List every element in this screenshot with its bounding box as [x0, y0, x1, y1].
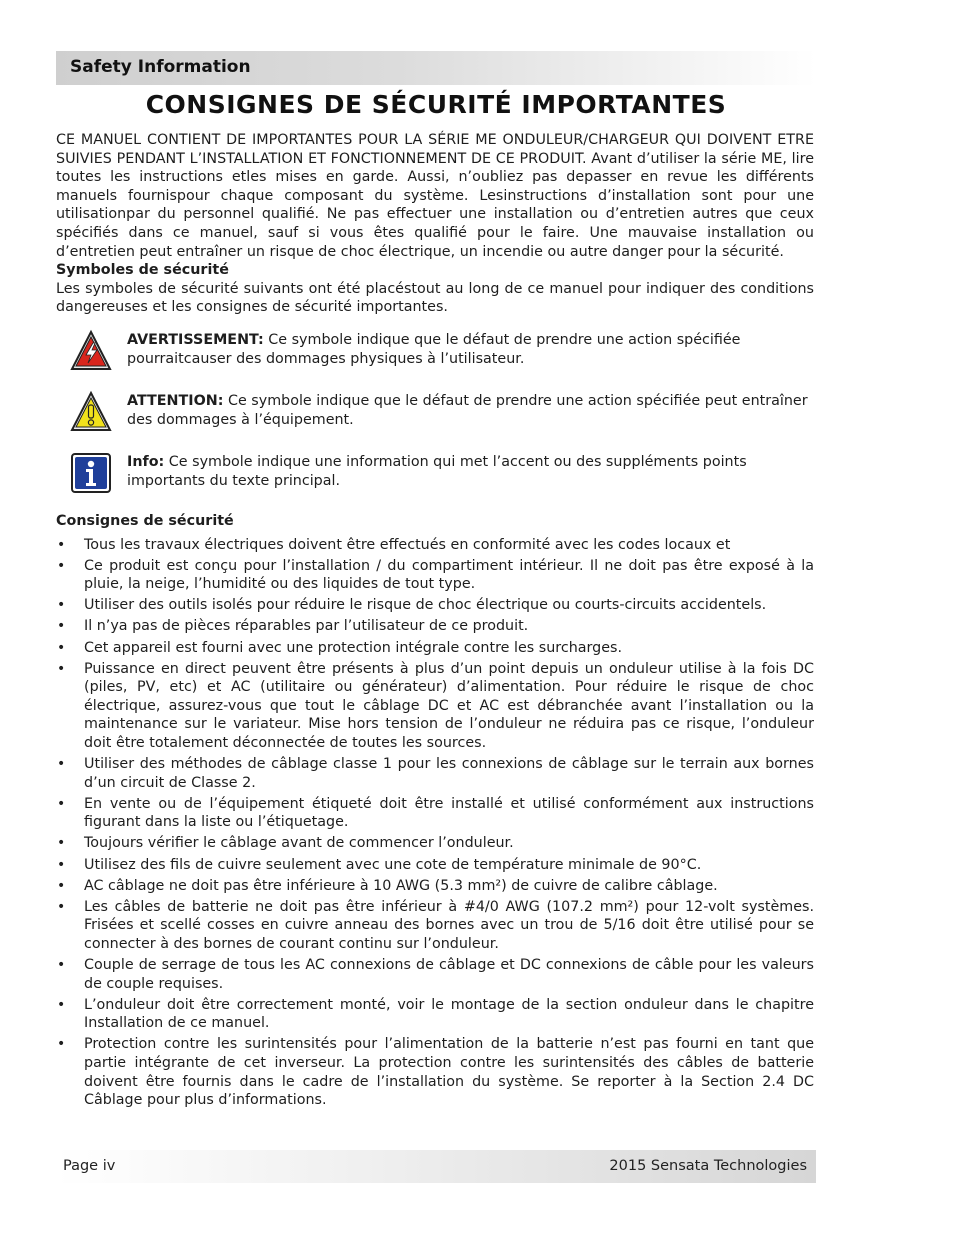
- section-header-bar: [56, 51, 816, 85]
- section-header-label: Safety Information: [70, 57, 251, 77]
- footer-bar: [56, 1150, 816, 1183]
- list-item: • En vente ou de l’équipement étiqueté doit être installé et utilisé conformément aux instructions figurant dans la liste ou l’étiquetage.: [56, 795, 814, 832]
- list-item: • Utiliser des outils isolés pour réduire le risque de choc électrique ou courts-circuits accidentels.: [56, 596, 814, 615]
- caution-icon: [69, 390, 113, 434]
- list-item: • Protection contre les surintensités pour l’alimentation de la batterie n’est pas fourni en tant que partie intégrante de cet inverseur. La protection contre les surintensités des câbles de batterie doivent être fournis dans le cadre de l’installation du système. Se reporter à la Section 2.4 DC Câblage pour plus d’informations.: [56, 1035, 814, 1109]
- safety-bullet-list: [56, 536, 814, 1110]
- list-item: • Tous les travaux électriques doivent être effectués en conformité avec les codes locaux et: [56, 536, 814, 555]
- list-item: • Puissance en direct peuvent être présents à plus d’un point depuis un onduleur utilise à la fois DC (piles, PV, etc) et AC (utilitaire ou générateur) d’alimentation. Pour réduire le risque de choc électrique, assurez-vous que tout le câblage DC et AC est débranchée avant l’installation ou la maintenance sur le variateur. Mise hors tension de l’onduleur ne réduira pas ce risque, l’onduleur doit être totalement déconnectée de toutes les sources.: [56, 660, 814, 753]
- electrical-warning-icon: [69, 329, 113, 373]
- symbol-row-warning: [56, 329, 814, 373]
- caution-label: ATTENTION:: [127, 392, 224, 409]
- list-item: • L’onduleur doit être correctement monté, voir le montage de la section onduleur dans le chapitre Installation de ce manuel.: [56, 996, 814, 1033]
- symbol-row-caution: [56, 390, 814, 434]
- page-number: Page iv: [63, 1158, 116, 1174]
- safety-heading: Consignes de sécurité: [56, 512, 234, 529]
- symbols-heading: Symboles de sécurité: [56, 262, 229, 279]
- list-item: • Utiliser des méthodes de câblage classe 1 pour les connexions de câblage sur le terrain aux bornes d’un circuit de Classe 2.: [56, 755, 814, 792]
- symbol-text-warning: [127, 329, 814, 368]
- symbol-row-info: [56, 451, 814, 495]
- list-item: • Ce produit est conçu pour l’installation / du compartiment intérieur. Il ne doit pas être exposé à la pluie, la neige, l’humidité ou des liquides de tout type.: [56, 557, 814, 594]
- list-item: • Les câbles de batterie ne doit pas être inférieur à #4/0 AWG (107.2 mm²) pour 12-volt systèmes. Frisées et scellé cosses en cuivre anneau des bornes avec un trou de 5/16 doit être utilisé pour se connecter à des bornes de courant continu sur l’onduleur.: [56, 898, 814, 954]
- copyright: 2015 Sensata Technologies: [609, 1158, 807, 1174]
- info-label: Info:: [127, 453, 165, 470]
- intro-paragraph: CE MANUEL CONTIENT DE IMPORTANTES POUR LA SÉRIE ME ONDULEUR/CHARGEUR QUI DOIVENT ETRE SUIVIES PENDANT L’INSTALLATION ET FONCTIONNEMENT DE CE PRODUIT. Avant d’utiliser la série ME, lire toutes les instructions etles mises en garde. Aussi, n’oubliez pas depasser en revue les différents manuels fournispour chaque composant du système. Lesinstructions d’installation sont pour une utilisationpar du personnel qualifié. Ne pas effectuer une installation ou d’entretien autres que ceux spécifiés dans ce manuel, sauf si vous êtes qualifié pour le faire. Une mauvaise installation ou d’entretien peut entraîner un risque de choc électrique, un incendie ou autre danger pour la sécurité.: [56, 132, 814, 260]
- list-item: • Couple de serrage de tous les AC connexions de câblage et DC connexions de câble pour les valeurs de couple requises.: [56, 956, 814, 993]
- info-description: Ce symbole indique une information qui met l’accent ou des suppléments points importants du texte principal.: [127, 453, 747, 489]
- symbol-text-info: [127, 451, 814, 490]
- page-title: CONSIGNES DE SÉCURITÉ IMPORTANTES: [145, 90, 727, 119]
- symbols-description: Les symboles de sécurité suivants ont été placéstout au long de ce manuel pour indiquer des conditions dangereuses et les consignes de sécurité importantes.: [56, 280, 814, 316]
- warning-description: Ce symbole indique que le défaut de prendre une action spécifiée pourraitcauser des dommages physiques à l’utilisateur.: [127, 331, 741, 367]
- page-content: [56, 131, 814, 1112]
- warning-label: AVERTISSEMENT:: [127, 331, 264, 348]
- list-item: • Il n’ya pas de pièces réparables par l’utilisateur de ce produit.: [56, 617, 814, 636]
- symbol-text-caution: [127, 390, 814, 429]
- info-icon: [69, 451, 113, 495]
- symbol-list: [56, 329, 814, 495]
- list-item: • Utilisez des fils de cuivre seulement avec une cote de température minimale de 90°C.: [56, 856, 814, 875]
- list-item: • Cet appareil est fourni avec une protection intégrale contre les surcharges.: [56, 639, 814, 658]
- list-item: • AC câblage ne doit pas être inférieure à 10 AWG (5.3 mm²) de cuivre de calibre câblage.: [56, 877, 814, 896]
- list-item: • Toujours vérifier le câblage avant de commencer l’onduleur.: [56, 834, 814, 853]
- caution-description: Ce symbole indique que le défaut de prendre une action spécifiée peut entraîner des dommages à l’équipement.: [127, 392, 808, 428]
